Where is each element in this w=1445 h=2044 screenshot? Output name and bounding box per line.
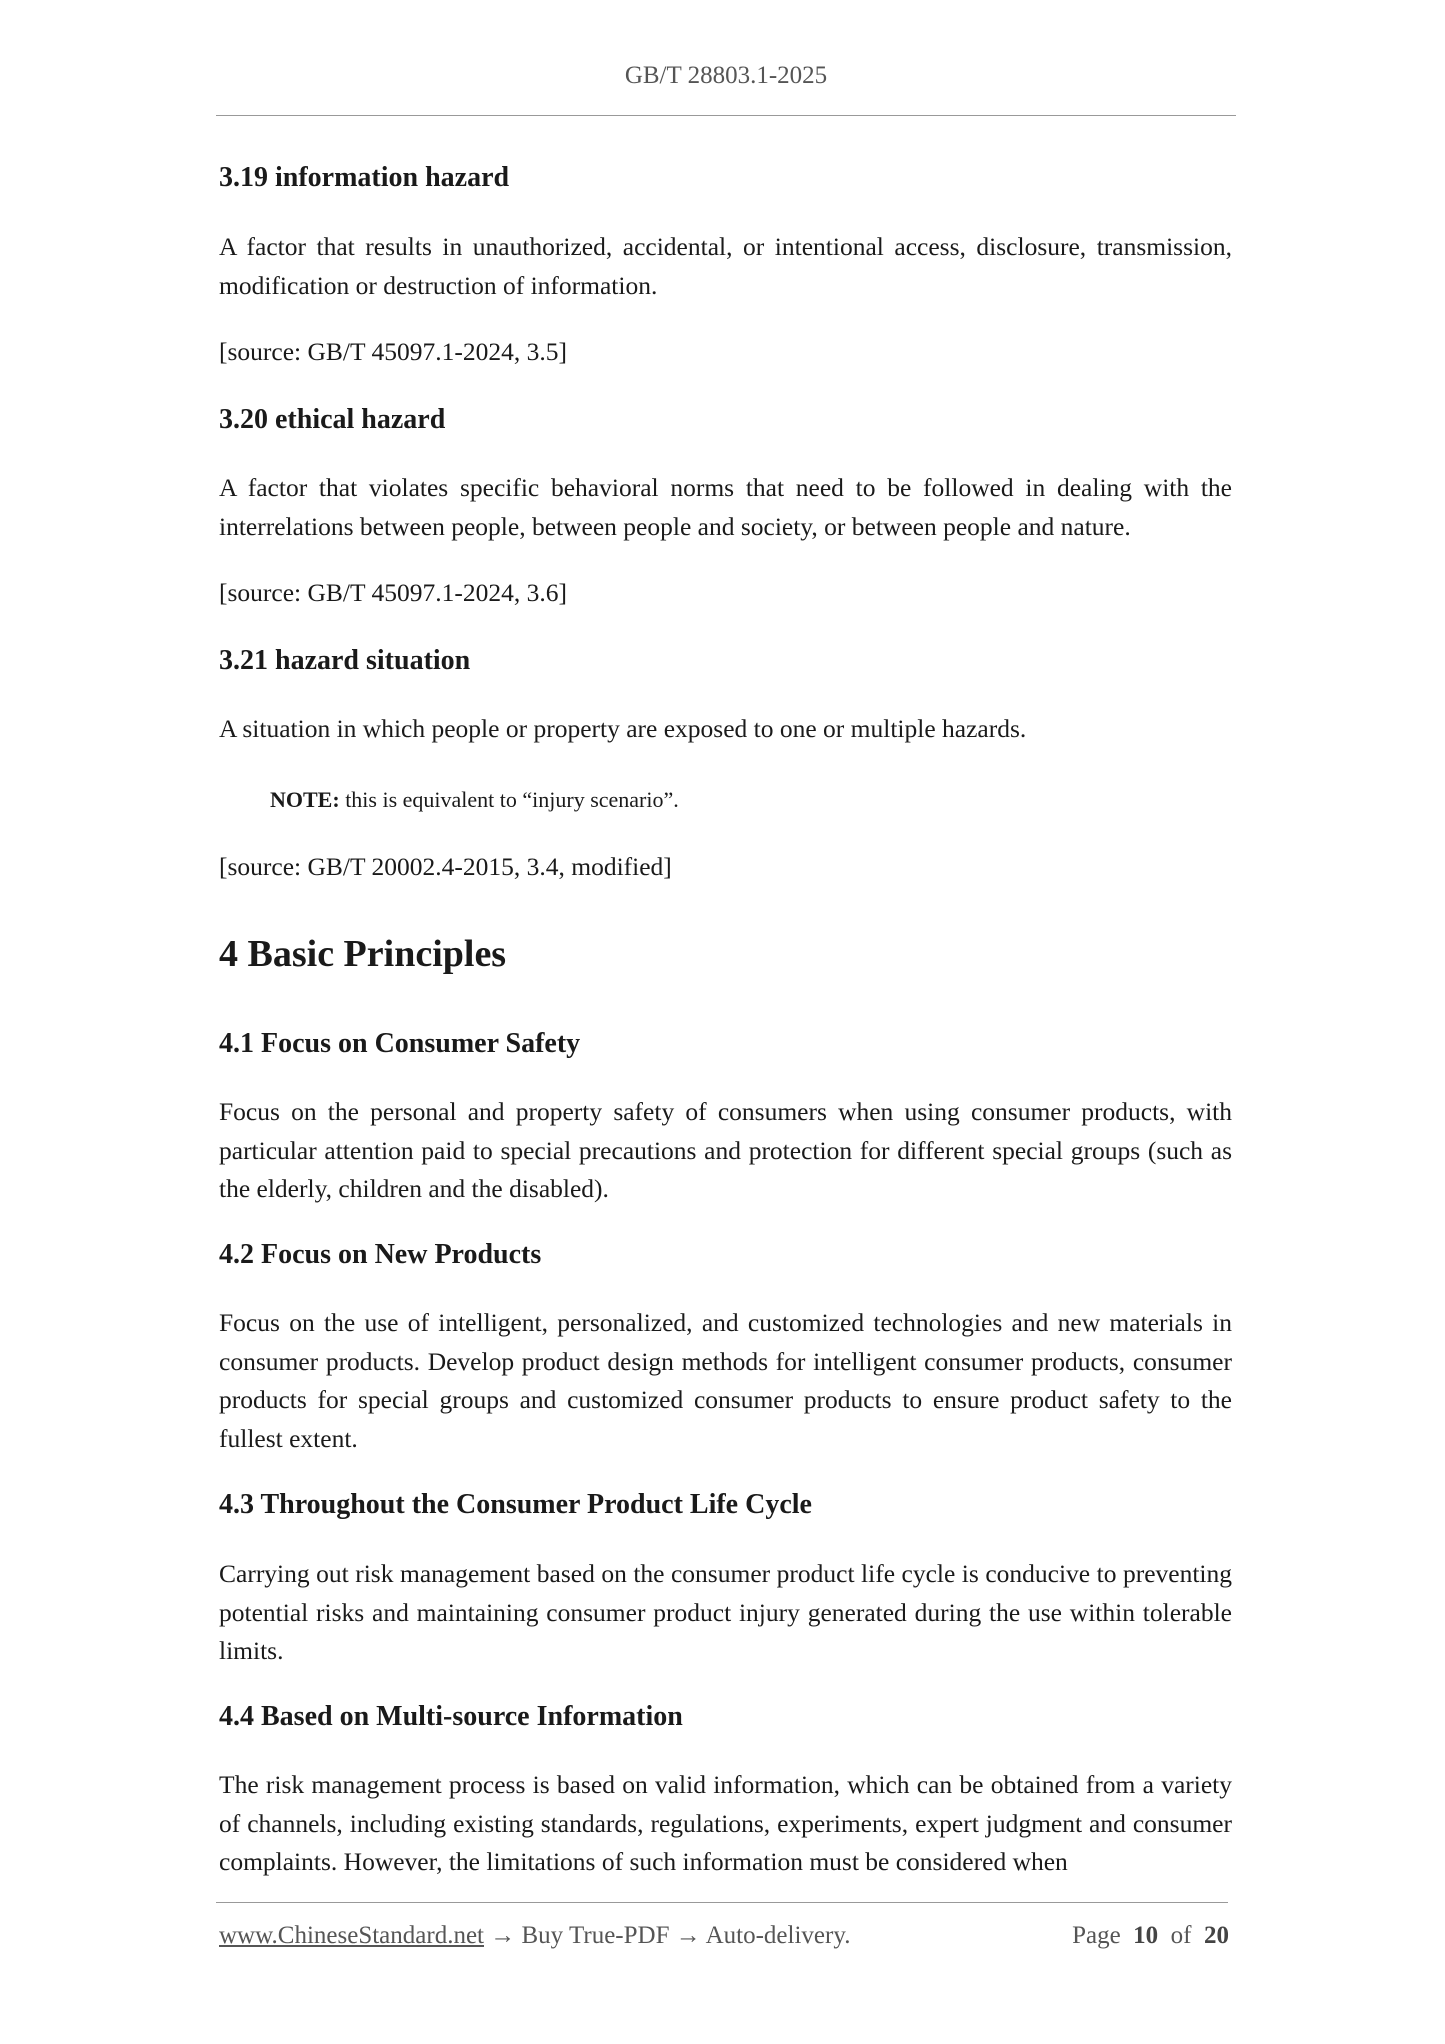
subsection-title: 4.1 Focus on Consumer Safety bbox=[219, 1028, 581, 1059]
subsection-body: The risk management process is based on valid information, which can be obtained from a variety of channels, including existing standards, regulations, experiments, expert judgment and consumer complaints. However, the limitations of such information must be considered when bbox=[219, 1770, 1232, 1876]
footer-promo bbox=[219, 1922, 850, 1950]
term-3-20-body bbox=[219, 469, 1232, 546]
term-3-21-body bbox=[219, 710, 1232, 749]
page-total: 20 bbox=[1204, 1922, 1229, 1949]
of-word: of bbox=[1170, 1922, 1192, 1949]
term-title: 3.19 information hazard bbox=[219, 162, 510, 193]
term-3-21-source bbox=[219, 848, 1232, 887]
term-definition: A factor that results in unauthorized, accidental, or intentional access, disclosure, transmission, modification or destruction of information. bbox=[219, 232, 1232, 300]
term-definition: A factor that violates specific behavioral norms that need to be followed in dealing with the interrelations between people, between people and society, or between people and nature. bbox=[219, 473, 1232, 541]
term-definition: A situation in which people or property are exposed to one or multiple hazards. bbox=[219, 714, 1027, 743]
term-title: 3.21 hazard situation bbox=[219, 645, 471, 676]
subsection-body: Focus on the use of intelligent, personalized, and customized technologies and new materials in consumer products. Develop product design methods for intelligent consumer products, consumer products for special groups and customized consumer products to ensure product safety to the fullest extent. bbox=[219, 1308, 1232, 1453]
section-4-2-body bbox=[219, 1304, 1232, 1458]
term-3-20-source bbox=[219, 574, 1232, 613]
arrow-icon: → bbox=[490, 1922, 516, 1949]
header-rule bbox=[216, 115, 1236, 116]
section-4-4 bbox=[219, 1699, 1232, 1735]
page-counter bbox=[1072, 1922, 1229, 1950]
term-3-21 bbox=[219, 643, 1232, 679]
section-4-3-body bbox=[219, 1555, 1232, 1671]
section-4-4-body bbox=[219, 1766, 1232, 1882]
section-4-2 bbox=[219, 1237, 1232, 1273]
term-3-19-body bbox=[219, 228, 1232, 305]
section-4-1-body bbox=[219, 1093, 1232, 1209]
subsection-title: 4.4 Based on Multi-source Information bbox=[219, 1701, 683, 1732]
arrow-icon: → bbox=[675, 1922, 701, 1949]
section-4-3 bbox=[219, 1487, 1232, 1523]
section-4-1 bbox=[219, 1026, 1232, 1062]
term-3-21-note bbox=[219, 784, 1232, 816]
buy-text: Buy True-PDF bbox=[515, 1922, 676, 1949]
section-title: 4 Basic Principles bbox=[219, 933, 507, 975]
term-3-19-source bbox=[219, 333, 1232, 372]
term-source: [source: GB/T 45097.1-2024, 3.6] bbox=[219, 578, 567, 607]
site-link[interactable]: www.ChineseStandard.net bbox=[219, 1922, 484, 1949]
term-source: [source: GB/T 45097.1-2024, 3.5] bbox=[219, 337, 567, 366]
footer-rule bbox=[216, 1902, 1228, 1903]
delivery-text: Auto-delivery. bbox=[700, 1922, 851, 1949]
term-3-20 bbox=[219, 402, 1232, 438]
page-header: GB/T 28803.1-2025 bbox=[624, 62, 828, 89]
subsection-title: 4.2 Focus on New Products bbox=[219, 1239, 542, 1270]
term-title: 3.20 ethical hazard bbox=[219, 404, 446, 435]
term-3-19 bbox=[219, 160, 1232, 196]
term-source: [source: GB/T 20002.4-2015, 3.4, modified] bbox=[219, 852, 672, 881]
section-4 bbox=[219, 932, 1232, 978]
subsection-title: 4.3 Throughout the Consumer Product Life Cycle bbox=[219, 1489, 812, 1520]
note-label: NOTE: bbox=[270, 787, 340, 812]
note bbox=[219, 784, 1232, 816]
page-word: Page bbox=[1072, 1922, 1121, 1949]
subsection-body: Focus on the personal and property safety of consumers when using consumer products, with particular attention paid to special precautions and protection for different special groups (such as the elderly, children and the disabled). bbox=[219, 1097, 1232, 1203]
note-text: this is equivalent to “injury scenario”. bbox=[339, 787, 679, 812]
subsection-body: Carrying out risk management based on the consumer product life cycle is conducive to preventing potential risks and maintaining consumer product injury generated during the use within tolerable limits. bbox=[219, 1559, 1232, 1665]
page-number: 10 bbox=[1133, 1922, 1159, 1949]
